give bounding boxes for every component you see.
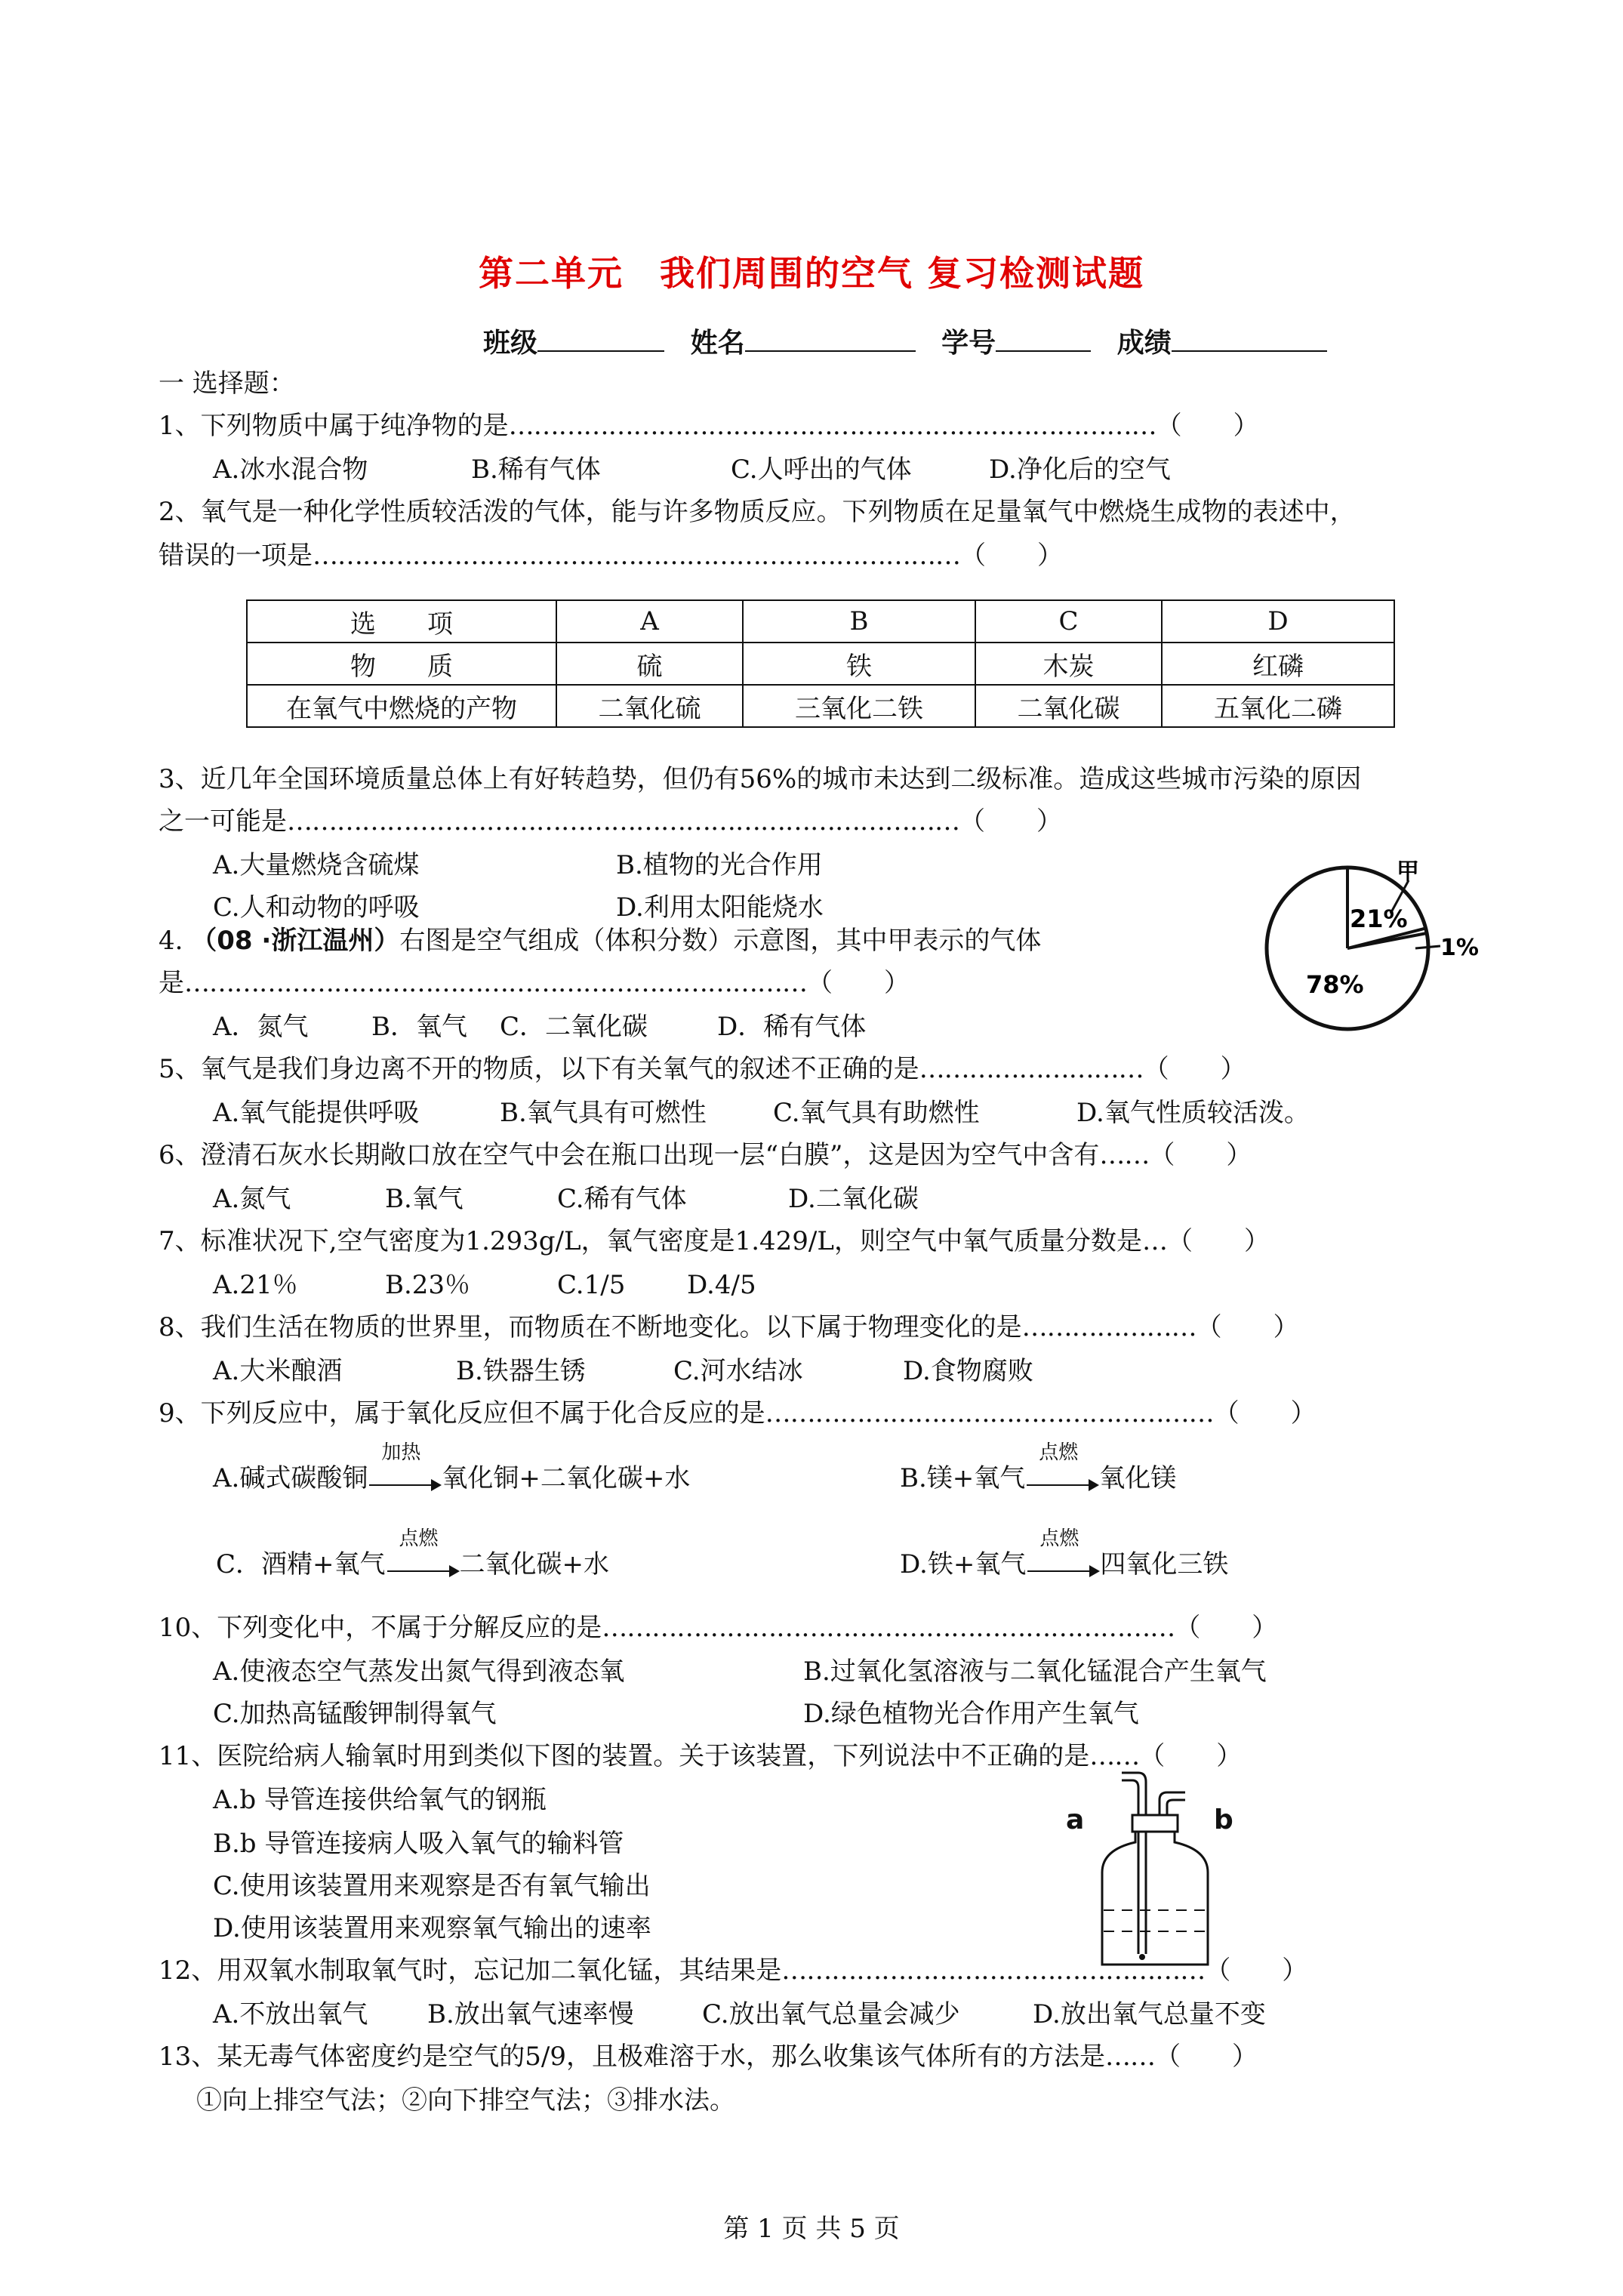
q2-dots: ……………………………………………………………………	[313, 541, 960, 571]
table-row	[247, 643, 1394, 685]
q6-answer-paren[interactable]: （ ）	[1149, 1140, 1252, 1170]
q5-answer-paren[interactable]: （ ）	[1143, 1054, 1246, 1084]
id-label: 学号	[941, 328, 996, 359]
q1-option-b[interactable]: B.稀有气体	[471, 455, 601, 485]
q3-option-d[interactable]: D.利用太阳能烧水	[616, 892, 824, 923]
air-composition-pie-chart	[1261, 861, 1502, 1042]
q10-stem: 10、下列变化中，不属于分解反应的是	[159, 1613, 602, 1643]
q11-option-a[interactable]: A.b 导管连接供给氧气的钢瓶	[213, 1785, 547, 1815]
q9-d-products: 四氧化三铁	[1100, 1549, 1229, 1579]
q11-option-b[interactable]: B.b 导管连接病人吸入氧气的输料管	[213, 1829, 624, 1859]
q9-option-d[interactable]	[900, 1527, 1229, 1581]
q7-answer-paren[interactable]: （ ）	[1166, 1226, 1270, 1256]
question-3	[159, 805, 1062, 838]
stopper	[1132, 1815, 1178, 1832]
question-4-line1	[159, 924, 1041, 957]
table-row	[247, 600, 1394, 643]
reaction-condition: 加热	[381, 1441, 421, 1464]
q5-option-b[interactable]: B.氧气具有可燃性	[500, 1098, 707, 1128]
q9-option-a[interactable]	[213, 1441, 691, 1495]
q7-dots: …	[1141, 1226, 1167, 1256]
q9-stem: 9、下列反应中，属于氧化反应但不属于化合反应的是	[159, 1398, 765, 1428]
q4-option-b[interactable]: B．氧气	[371, 1012, 467, 1042]
q8-answer-paren[interactable]: （ ）	[1196, 1312, 1299, 1342]
question-6	[159, 1139, 1252, 1172]
long-tube-a-inner	[1122, 1780, 1138, 1954]
table-cell: 五氧化二磷	[1162, 685, 1394, 727]
q12-option-d[interactable]: D.放出氧气总量不变	[1033, 1999, 1266, 2029]
q7-option-d[interactable]: D.4/5	[687, 1270, 756, 1300]
q6-option-b[interactable]: B.氧气	[385, 1184, 463, 1214]
id-blank[interactable]	[996, 325, 1091, 352]
q1-answer-paren[interactable]: （ ）	[1156, 411, 1259, 441]
section-heading: 一 选择题：	[159, 368, 295, 399]
table-cell: A	[556, 600, 743, 643]
question-8	[159, 1311, 1299, 1344]
table-cell: 铁	[743, 643, 975, 685]
q7-option-a[interactable]: A.21％	[213, 1270, 298, 1300]
q5-option-a[interactable]: A.氧气能提供呼吸	[213, 1098, 420, 1128]
q8-option-c[interactable]: C.河水结冰	[673, 1356, 803, 1386]
tube-label-a: a	[1066, 1804, 1085, 1835]
q1-dots: ……………………………………………………………………	[508, 411, 1156, 441]
q10-option-b[interactable]: B.过氧化氢溶液与二氧化锰混合产生氧气	[803, 1657, 1267, 1687]
q13-dots: ……	[1104, 2042, 1155, 2072]
q10-option-a[interactable]: A.使液态空气蒸发出氮气得到液态氧	[213, 1657, 625, 1687]
q2-answer-paren[interactable]: （ ）	[960, 541, 1063, 571]
table-cell: B	[743, 600, 975, 643]
score-label: 成绩	[1116, 328, 1172, 359]
q13-stem: 13、某无毒气体密度约是空气的5/9，且极难溶于水，那么收集该气体所有的方法是	[159, 2042, 1105, 2072]
q3-stem-line2: 之一可能是	[159, 806, 287, 837]
class-label: 班级	[483, 328, 538, 359]
q11-stem: 11、医院给病人输氧时用到类似下图的装置。关于该装置，下列说法中不正确的是	[159, 1741, 1090, 1771]
question-5	[159, 1052, 1246, 1086]
q3-stem-line1: 3、近几年全国环境质量总体上有好转趋势，但仍有56%的城市未达到二级标准。造成这些城市污染的原因	[159, 764, 1362, 794]
q9-option-c[interactable]	[216, 1527, 610, 1581]
q5-option-c[interactable]: C.氧气具有助燃性	[773, 1098, 980, 1128]
q12-stem: 12、用双氧水制取氧气时，忘记加二氧化锰，其结果是	[159, 1955, 782, 1986]
q7-option-c[interactable]: C.1/5	[557, 1270, 626, 1300]
pie-label-78: 78%	[1306, 970, 1364, 999]
table-cell: 木炭	[975, 643, 1162, 685]
q9-b-products: 氧化镁	[1099, 1463, 1177, 1493]
table-cell: 三氧化二铁	[743, 685, 975, 727]
q12-dots: ……………………………………………	[781, 1955, 1206, 1986]
question-10	[159, 1611, 1277, 1644]
question-4-line2	[159, 966, 910, 1000]
q10-dots: ……………………………………………………………	[602, 1613, 1175, 1643]
table-cell: 物 质	[247, 643, 556, 685]
table-cell: 二氧化硫	[556, 685, 743, 727]
table-cell: 硫	[556, 643, 743, 685]
q1-option-a[interactable]: A.冰水混合物	[213, 455, 368, 485]
q11-dots: ……	[1089, 1741, 1140, 1771]
question-13	[159, 2040, 1258, 2073]
q9-b-reactants: B.镁+氧气	[900, 1463, 1026, 1493]
q6-dots: ……	[1099, 1140, 1150, 1170]
q12-answer-paren[interactable]: （ ）	[1205, 1955, 1308, 1986]
page-number-footer: 第 1 页 共 5 页	[723, 2214, 900, 2244]
q9-d-reactants: D.铁+氧气	[900, 1549, 1027, 1579]
q4-source: （08 ·浙江温州）	[191, 926, 400, 956]
table-row	[247, 685, 1394, 727]
q3-dots: ………………………………………………………………………	[287, 806, 959, 837]
q12-option-a[interactable]: A.不放出氧气	[213, 1999, 368, 2029]
q11-option-c[interactable]: C.使用该装置用来观察是否有氧气输出	[213, 1871, 651, 1901]
q10-answer-paren[interactable]: （ ）	[1175, 1613, 1278, 1643]
question-1	[159, 409, 1259, 442]
q4-stem-line1: 右图是空气组成（体积分数）示意图，其中甲表示的气体	[399, 926, 1042, 956]
q8-option-d[interactable]: D.食物腐败	[903, 1356, 1033, 1386]
reaction-condition: 点燃	[1039, 1527, 1079, 1550]
score-blank[interactable]	[1172, 325, 1327, 352]
q4-dots: …………………………………………………………………	[184, 968, 807, 998]
table-cell: C	[975, 600, 1162, 643]
table-cell: 二氧化碳	[975, 685, 1162, 727]
q6-option-c[interactable]: C.稀有气体	[557, 1184, 687, 1214]
q2-stem-line2: 错误的一项是	[159, 541, 313, 571]
q9-a-reactants: A.碱式碳酸铜	[213, 1463, 368, 1493]
q7-option-b[interactable]: B.23％	[385, 1270, 471, 1300]
table-cell: 选 项	[247, 600, 556, 643]
q6-stem: 6、澄清石灰水长期敞口放在空气中会在瓶口出现一层“白膜”，这是因为空气中含有	[159, 1140, 1100, 1170]
q1-stem: 1、下列物质中属于纯净物的是	[159, 411, 509, 441]
reaction-arrow	[368, 1441, 442, 1495]
q9-c-products: 二氧化碳+水	[459, 1549, 610, 1579]
q11-answer-paren[interactable]: （ ）	[1139, 1741, 1243, 1771]
q2-stem-line1: 2、氧气是一种化学性质较活泼的气体，能与许多物质反应。下列物质在足量氧气中燃烧生成物的表述中，	[159, 497, 1356, 527]
q11-option-d[interactable]: D.使用该装置用来观察氧气输出的速率	[213, 1913, 651, 1943]
q9-dots: ………………………………………………	[765, 1398, 1214, 1428]
question-12	[159, 1954, 1307, 1987]
q6-option-a[interactable]: A.氮气	[213, 1184, 291, 1214]
q1-option-c[interactable]: C.人呼出的气体	[731, 455, 912, 485]
q4-option-d[interactable]: D．稀有气体	[717, 1012, 867, 1042]
q9-a-products: 氧化铜+二氧化碳+水	[442, 1463, 691, 1493]
q5-option-d[interactable]: D.氧气性质较活泼。	[1076, 1098, 1310, 1128]
q1-option-d[interactable]: D.净化后的空气	[989, 455, 1171, 485]
q5-dots: ………………………	[919, 1054, 1144, 1084]
q9-c-reactants: C．酒精+氧气	[216, 1549, 386, 1579]
q3-option-a[interactable]: A.大量燃烧含硫煤	[213, 850, 420, 880]
tube-label-b: b	[1214, 1804, 1233, 1835]
reaction-arrow	[386, 1527, 460, 1581]
question-7	[159, 1225, 1270, 1258]
q12-option-c[interactable]: C.放出氧气总量会减少	[702, 1999, 960, 2029]
q2-options-table	[246, 599, 1395, 728]
reaction-arrow	[1025, 1441, 1099, 1495]
q9-answer-paren[interactable]: （ ）	[1213, 1398, 1317, 1428]
table-cell: 红磷	[1162, 643, 1394, 685]
q10-option-c[interactable]: C.加热高锰酸钾制得氧气	[213, 1699, 497, 1729]
q9-option-b[interactable]	[900, 1441, 1177, 1495]
q7-stem: 7、标准状况下,空气密度为1.293g/L，氧气密度是1.429/L，则空气中氧气质量分数是	[159, 1226, 1142, 1256]
pie-label-1: 1%	[1440, 935, 1479, 961]
q8-dots: …………………	[1021, 1312, 1196, 1342]
question-2	[159, 539, 1063, 572]
q3-option-b[interactable]: B.植物的光合作用	[616, 850, 823, 880]
q4-option-a[interactable]: A．氮气	[213, 1012, 309, 1042]
q8-stem: 8、我们生活在物质的世界里，而物质在不断地变化。以下属于物理变化的是	[159, 1312, 1022, 1342]
q10-option-d[interactable]: D.绿色植物光合作用产生氧气	[803, 1699, 1139, 1729]
q3-option-c[interactable]: C.人和动物的呼吸	[213, 892, 420, 923]
pie-label-jia: 甲	[1397, 861, 1419, 885]
page-title: 第二单元 我们周围的空气 复习检测试题	[478, 253, 1144, 294]
name-blank[interactable]	[745, 325, 916, 352]
name-label: 姓名	[690, 328, 745, 359]
q4-number: 4.	[159, 926, 183, 956]
q8-option-a[interactable]: A.大米酿酒	[213, 1356, 343, 1386]
q13-methods: ①向上排空气法；②向下排空气法；③排水法。	[196, 2085, 735, 2116]
table-cell: D	[1162, 600, 1394, 643]
pie-label-21: 21%	[1350, 905, 1408, 933]
q6-option-d[interactable]: D.二氧化碳	[788, 1184, 919, 1214]
question-9	[159, 1397, 1317, 1430]
q3-answer-paren[interactable]: （ ）	[959, 806, 1062, 837]
q5-stem: 5、氧气是我们身边离不开的物质，以下有关氧气的叙述不正确的是	[159, 1054, 919, 1084]
table-cell: 在氧气中燃烧的产物	[247, 685, 556, 727]
class-blank[interactable]	[537, 325, 664, 352]
q8-option-b[interactable]: B.铁器生锈	[456, 1356, 586, 1386]
short-tube-b-inner	[1167, 1800, 1185, 1815]
reaction-arrow	[1026, 1527, 1100, 1581]
q4-stem-line2: 是	[159, 968, 184, 998]
q13-answer-paren[interactable]: （ ）	[1154, 2042, 1258, 2072]
reaction-condition: 点燃	[399, 1527, 439, 1550]
long-tube-a	[1122, 1773, 1146, 1954]
student-info-line	[483, 322, 1327, 360]
reaction-condition: 点燃	[1039, 1441, 1079, 1464]
q4-answer-paren[interactable]: （ ）	[807, 968, 910, 998]
q12-option-b[interactable]: B.放出氧气速率慢	[427, 1999, 634, 2029]
q4-option-c[interactable]: C．二氧化碳	[500, 1012, 648, 1042]
gas-bottle-apparatus	[1057, 1767, 1253, 1971]
short-tube-b	[1160, 1792, 1185, 1815]
bottle	[1102, 1832, 1208, 1965]
